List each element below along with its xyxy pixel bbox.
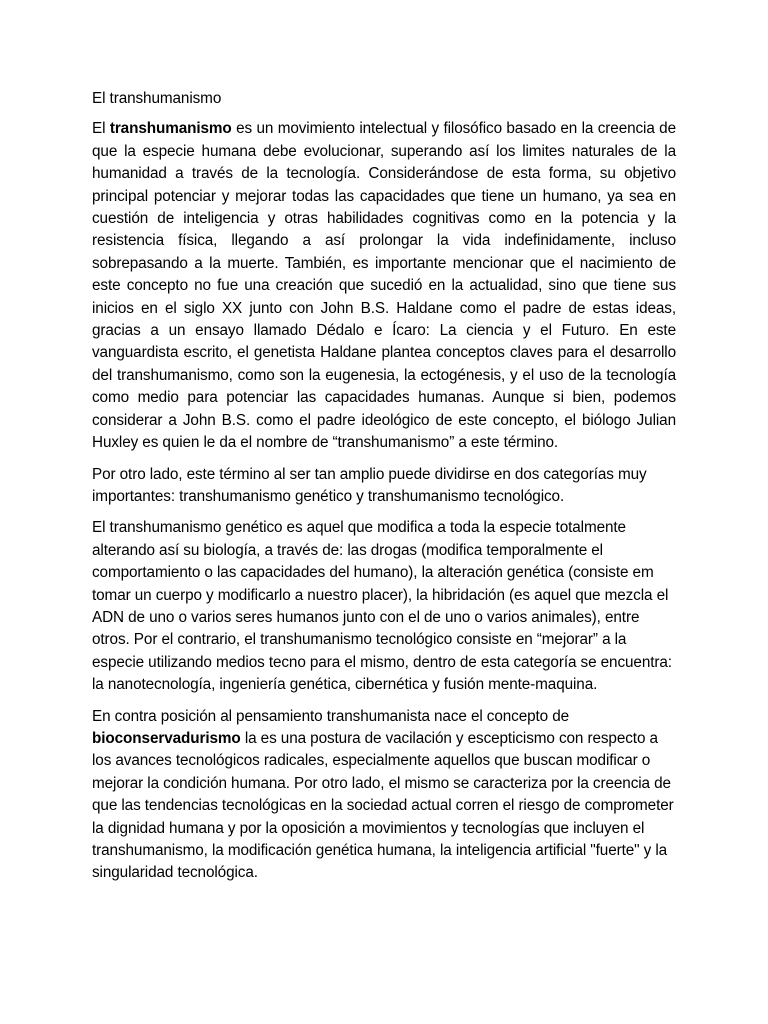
paragraph-categories: Por otro lado, este término al ser tan amplio puede dividirse en dos categorías muy importantes: transhumanismo genético y transhumanismo tecnológico.: [92, 465, 647, 505]
paragraph-1-lead: El: [92, 120, 110, 138]
paragraph-transhumanism-definition: [92, 118, 676, 454]
bold-term-bioconservadurismo: bioconservadurismo: [92, 729, 241, 747]
paragraph-4-lead: En contra posición al pensamiento transhumanista nace el concepto de: [92, 707, 570, 725]
document-title: El transhumanismo: [92, 90, 222, 107]
paragraph-4-body: la es una postura de vacilación y escepticismo con respecto a los avances tecnológicos radicales, especialmente aquellos que buscan modificar o mejorar la condición humana. Por otro lado, el mismo se caracteriza por la creencia de que las tendencias tecnológicas en la sociedad actual corren el riesgo de comprometer la dignidad humana y por la oposición a movimientos y tecnologías que incluyen el transhumanismo, la modificación genética humana, la inteligencia artificial "fuerte" y la singularidad tecnológica.: [92, 729, 674, 882]
document-page: [92, 88, 676, 894]
paragraph-genetic-technological: El transhumanismo genético es aquel que modifica a toda la especie totalmente alterando así su biología, a través de: las drogas (modifica temporalmente el comportamiento o las capacidades del humano), la alteración genética (consiste em tomar un cuerpo y modificarlo a nuestro placer), la hibridación (es aquel que mezcla el ADN de uno o varios seres humanos junto con el de uno o varios animales), entre otros. Por el contrario, el transhumanismo tecnológico consiste en “mejorar” a la especie utilizando medios tecno para el mismo, dentro de esta categoría se encuentra: la nanotecnología, ingeniería genética, cibernética y fusión mente-maquina.: [92, 519, 672, 694]
bold-term-transhumanismo: transhumanismo: [109, 120, 232, 138]
paragraph-1-body: es un movimiento intelectual y filosófico basado en la creencia de que la especie humana debe evolucionar, superando así los limites naturales de la humanidad a través de la tecnología. Considerándose de esta forma, su objetivo principal potenciar y mejorar todas las capacidades que tiene un humano, ya sea en cuestión de inteligencia y otras habilidades cognitivas como en la potencia y la resistencia física, llegando a así prolongar la vida indefinidamente, incluso sobrepasando a la muerte. También, es importante mencionar que el nacimiento de este concepto no fue una creación que sucedió en la actualidad, sino que tiene sus inicios en el siglo XX junto con John B.S. Haldane como el padre de estas ideas, gracias a un ensayo llamado Dédalo e Ícaro: La ciencia y el Futuro. En este vanguardista escrito, el genetista Haldane plantea conceptos claves para el desarrollo del transhumanismo, como son la eugenesia, la ectogénesis, y el uso de la tecnología como medio para potenciar las capacidades humanas. Aunque si bien, podemos considerar a John B.S. como el padre ideológico de este concepto, el biólogo Julian Huxley es quien le da el nombre de “transhumanismo” a este término.: [92, 120, 676, 452]
paragraph-bioconservatism: [92, 706, 676, 885]
